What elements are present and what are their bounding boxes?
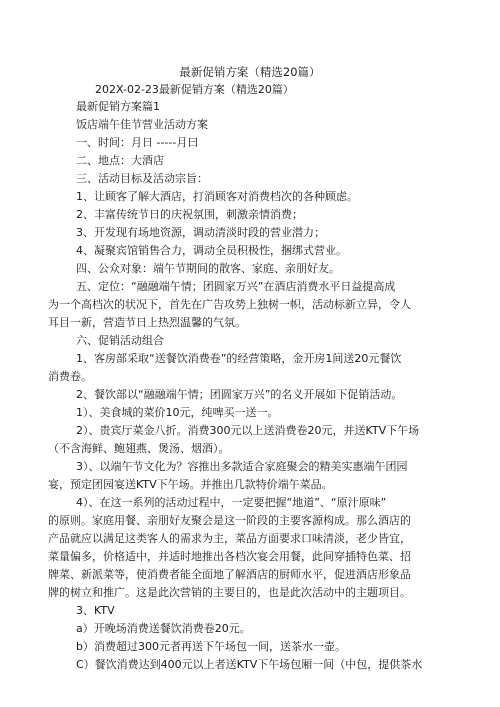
- paragraph-line: 宴，预定团园宴送KTV下午场。并推出几款特价端午菜品。: [48, 478, 333, 491]
- paragraph-line: a）开晚场消费送餐饮消费卷20元。: [76, 622, 251, 635]
- paragraph-line: 牌的树立和推广。这是此次营销的主要目的，也是此次活动中的主题项目。: [48, 586, 411, 599]
- date-line: 202X-02-23最新促销方案（精选20篇）: [95, 83, 294, 96]
- paragraph-line: 1、客房部采取“送餐饮消费卷”的经营策略，金开房1间送20元餐饮: [76, 352, 402, 365]
- paragraph-line: 3、KTV: [76, 604, 115, 617]
- paragraph-line: 4、凝聚宾馆销售合力，调动全员积极性，捆绑式营业。: [76, 244, 347, 257]
- paragraph-line: 的原则。家庭用餐、亲朋好友聚会是这一阶段的主要客源构成。那么酒店的: [48, 514, 411, 527]
- paragraph-line: 消费卷。: [48, 370, 92, 383]
- paragraph-line: （不含海鲜、鲍翅燕、煲汤、烟酒）。: [48, 442, 230, 455]
- paragraph-line: 3、开发现有场地资源，调动清淡时段的营业潜力；: [76, 226, 325, 239]
- paragraph-line: 为一个高档次的状况下，首先在广告攻势上独树一帜，活动标新立异，令人: [48, 298, 411, 311]
- paragraph-line: 1）、美食城的菜价10元，纯啤买一送一。: [76, 406, 279, 419]
- paragraph-line: 2）、贵宾厅菜金八折。消费300元以上送消费卷20元，并送KTV下午场: [76, 424, 420, 437]
- paragraph-line: 菜量偏多，价格适中，并适时地推出各档次宴会用餐，此间穿插特色菜、招: [48, 550, 411, 563]
- paragraph-line: 六、促销活动组合: [76, 334, 164, 347]
- paragraph-line: 2、餐饮部以“融融端午情；团圆家万兴”的名义开展如下促销活动。: [76, 388, 403, 401]
- paragraph-line: 2、丰富传统节日的庆祝氛围，刺激亲情消费；: [76, 208, 303, 221]
- paragraph-line: 三、活动目标及活动宗旨：: [76, 172, 208, 185]
- paragraph-line: 1、让顾客了解大酒店，打消顾客对消费档次的各种顾虑。: [76, 190, 358, 203]
- paragraph-line: 产品就应以满足这类客人的需求为主，菜品方面要求口味清淡，老少皆宜，: [48, 532, 411, 545]
- section-heading: 最新促销方案篇1: [76, 100, 160, 113]
- paragraph-line: 四、公众对象：端午节期间的散客、家庭、亲朋好友。: [76, 262, 340, 275]
- document-title: 最新促销方案（精选20篇）: [179, 65, 321, 79]
- paragraph-line: 二、地点：大酒店: [76, 154, 164, 167]
- paragraph-line: 五、定位：“融融端午情；团圆家万兴”在酒店消费水平日益提高成: [76, 280, 396, 293]
- paragraph-line: 耳目一新，营造节日上热烈温馨的气氛。: [48, 316, 246, 329]
- paragraph-line: 牌菜、新派菜等，使消费者能全面地了解酒店的厨师水平，促进酒店形象品: [48, 568, 411, 581]
- paragraph-line: C）餐饮消费达到400元以上者送KTV下午场包厢一间（中包，提供茶水: [76, 658, 423, 671]
- paragraph-line: 4）、在这一系列的活动过程中，一定要把握“地道”、“原汁原味”: [76, 496, 387, 509]
- paragraph-line: 3）、以端午节文化为？容推出多款适合家庭聚会的精美实惠端午团园: [76, 460, 408, 473]
- paragraph-line: b）消费超过300元者再送下午场包一间，送茶水一壶。: [76, 640, 346, 653]
- paragraph-line: 一、时间：月日 -----月曰: [76, 136, 199, 149]
- plan-title: 饭店端午佳节营业活动方案: [76, 118, 208, 131]
